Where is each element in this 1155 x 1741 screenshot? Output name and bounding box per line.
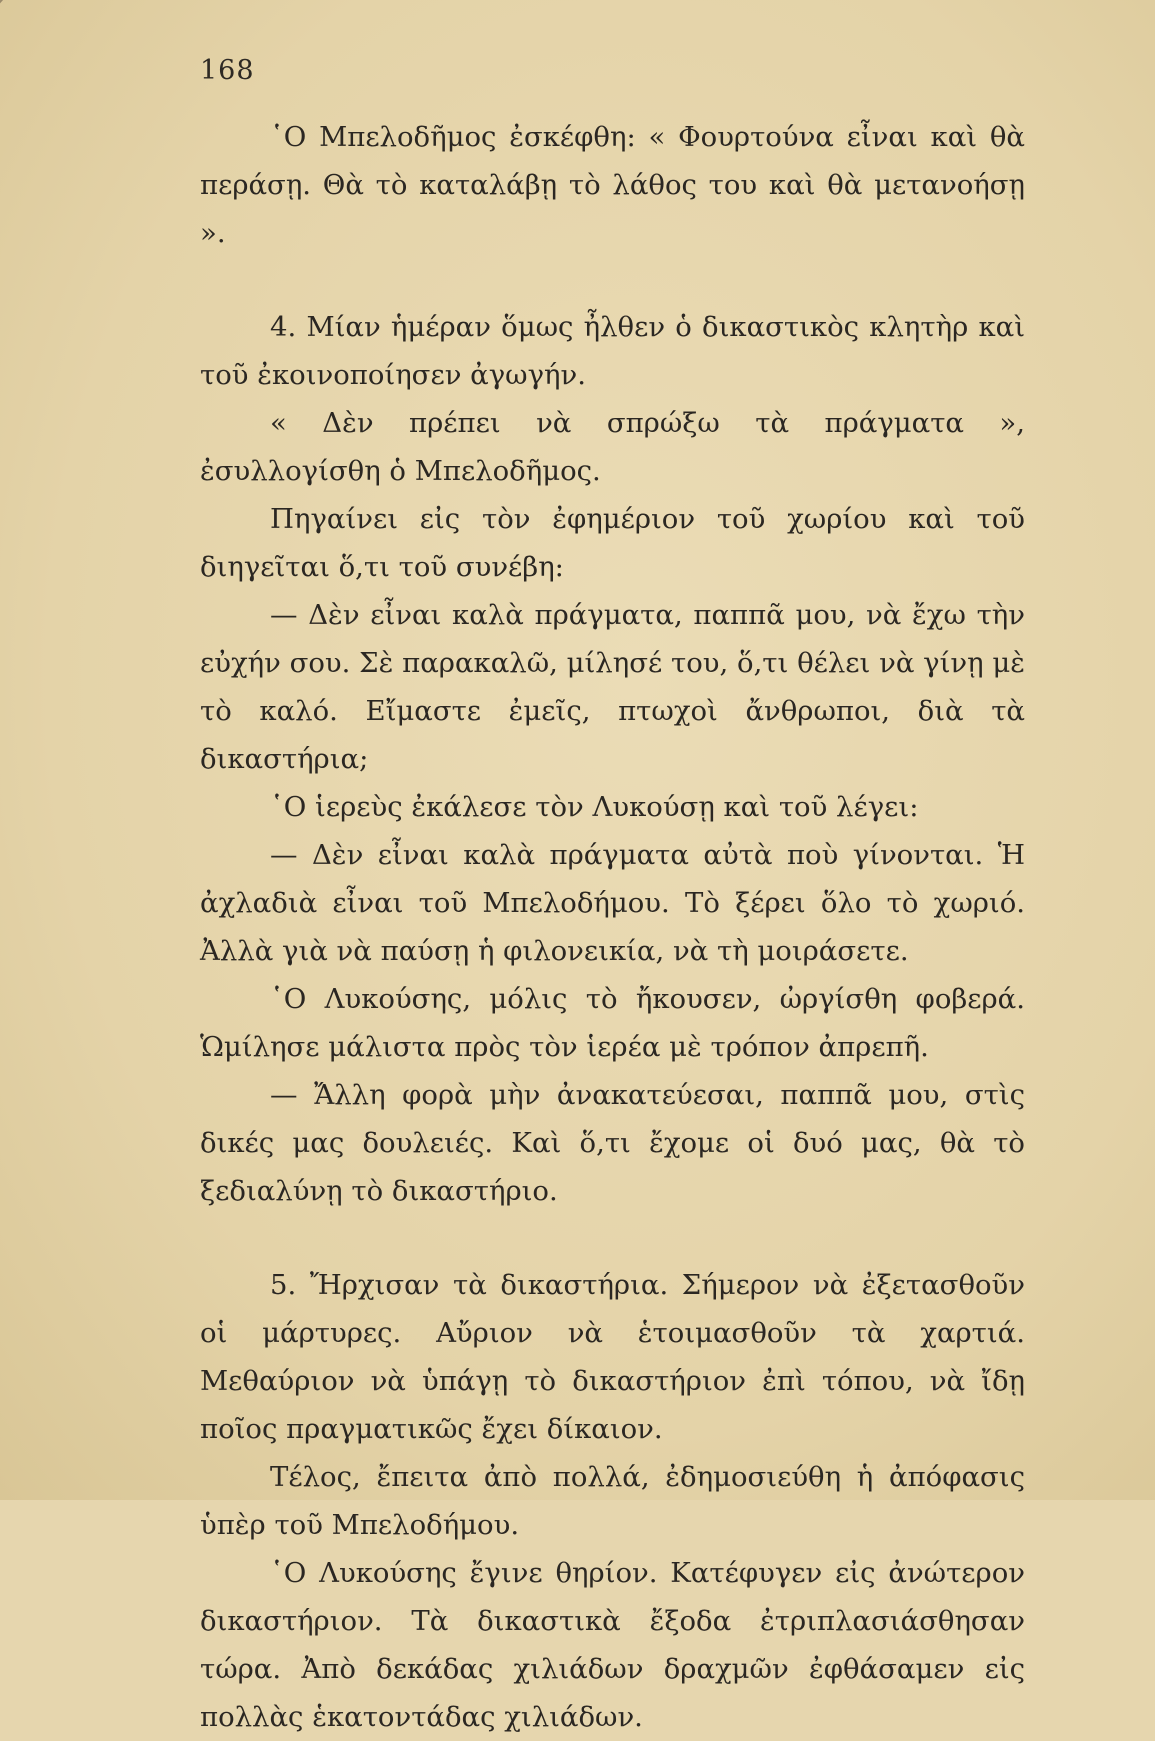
body-text — [200, 113, 1025, 1741]
paragraph-3: « Δὲν πρέπει νὰ σπρώξω τὰ πράγματα », ἐσυλλογίσθη ὁ Μπελοδῆμος. — [200, 407, 1025, 487]
paragraph-5: — Δὲν εἶναι καλὰ πράγματα, παππᾶ μου, νὰ ἔχω τὴν εὐχήν σου. Σὲ παρακαλῶ, μίλησέ του, ὅ,τι θέλει νὰ γίνῃ μὲ τὸ καλό. Εἴμαστε ἐμεῖς, πτωχοὶ ἄνθρωποι, διὰ τὰ δικαστήρια; — [200, 599, 1025, 775]
paragraph-10: 5. Ἤρχισαν τὰ δικαστήρια. Σήμερον νὰ ἐξετασθοῦν οἱ μάρτυρες. Αὔριον νὰ ἑτοιμασθοῦν τὰ χαρτιά. Μεθαύριον νὰ ὑπάγῃ τὸ δικαστήριον ἐπὶ τόπου, νὰ ἴδῃ ποῖος πραγματικῶς ἔχει δίκαιον. — [200, 1269, 1025, 1445]
paragraph-8: ῾Ο Λυκούσης, μόλις τὸ ἤκουσεν, ὠργίσθη φοβερά. Ὡμίλησε μάλιστα πρὸς τὸν ἱερέα μὲ τρόπον ἀπρεπῆ. — [200, 983, 1025, 1063]
corner-mark — [0, 0, 31, 14]
paragraph-1: ῾Ο Μπελοδῆμος ἐσκέφθη: « Φουρτούνα εἶναι καὶ θὰ περάσῃ. Θὰ τὸ καταλάβῃ τὸ λάθος του καὶ θὰ μετανοήσῃ ». — [200, 121, 1025, 249]
paragraph-12: ῾Ο Λυκούσης ἔγινε θηρίον. Κατέφυγεν εἰς ἀνώτερον δικαστήριον. Τὰ δικαστικὰ ἔξοδα ἐτριπλασιάσθησαν τώρα. Ἀπὸ δεκάδας χιλιάδων δραχμῶν ἐφθάσαμεν εἰς πολλὰς ἑκατοντάδας χιλιάδων. — [200, 1557, 1025, 1733]
paragraph-9: — Ἄλλη φορὰ μὴν ἀνακατεύεσαι, παππᾶ μου, στὶς δικές μας δουλειές. Καὶ ὅ,τι ἔχομε οἱ δυό μας, θὰ τὸ ξεδιαλύνῃ τὸ δικαστήριο. — [200, 1079, 1025, 1207]
paragraph-6: ῾Ο ἱερεὺς ἐκάλεσε τὸν Λυκούσῃ καὶ τοῦ λέγει: — [270, 791, 919, 823]
page-number: 168 — [200, 55, 255, 86]
paragraph-7: — Δὲν εἶναι καλὰ πράγματα αὐτὰ ποὺ γίνονται. Ἡ ἀχλαδιὰ εἶναι τοῦ Μπελοδήμου. Τὸ ξέρει ὅλο τὸ χωριό. Ἀλλὰ γιὰ νὰ παύσῃ ἡ φιλονεικία, νὰ τὴ μοιράσετε. — [200, 839, 1025, 967]
paragraph-4: Πηγαίνει εἰς τὸν ἐφημέριον τοῦ χωρίου καὶ τοῦ διηγεῖται ὅ,τι τοῦ συνέβη: — [200, 503, 1025, 583]
paragraph-11: Τέλος, ἔπειτα ἀπὸ πολλά, ἐδημοσιεύθη ἡ ἀπόφασις ὑπὲρ τοῦ Μπελοδήμου. — [200, 1461, 1025, 1541]
paragraph-2: 4. Μίαν ἡμέραν ὅμως ἦλθεν ὁ δικαστικὸς κλητὴρ καὶ τοῦ ἐκοινοποίησεν ἀγωγήν. — [200, 311, 1025, 391]
